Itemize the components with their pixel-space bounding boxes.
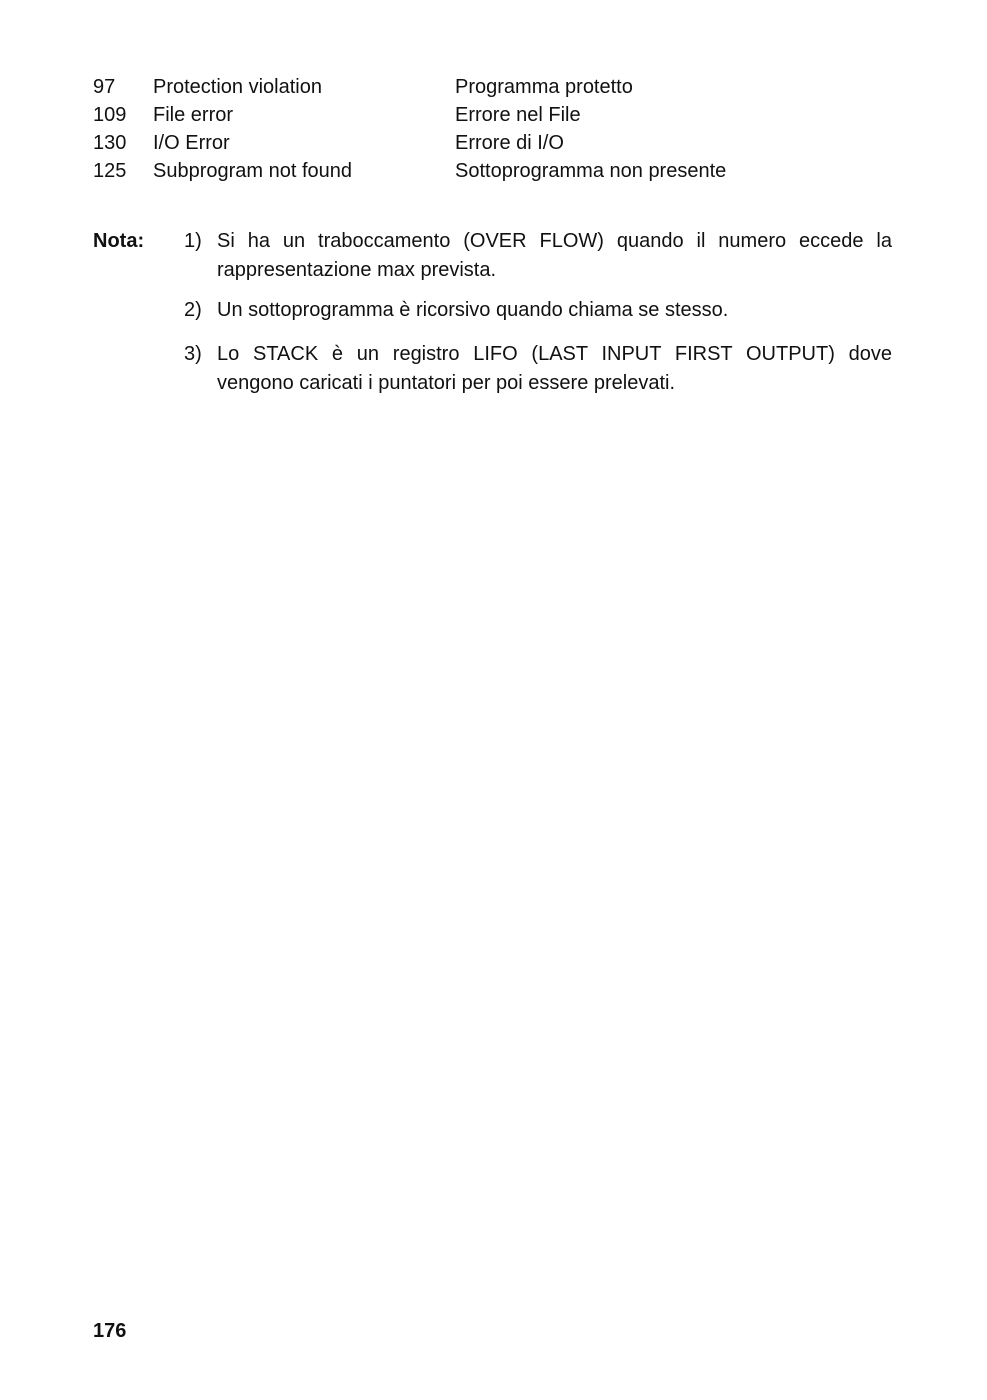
- note-text: Lo STACK è un registro LIFO (LAST INPUT FIRST OUTPUT) dove vengono caricati i puntatori per poi essere prelevati.: [217, 343, 892, 394]
- note-item: [184, 296, 892, 325]
- notes-label: Nota:: [93, 230, 145, 252]
- error-description-italian: Errore di I/O: [455, 132, 564, 154]
- note-number: 2): [184, 299, 202, 321]
- error-description-english: File error: [153, 104, 234, 126]
- note-number: 3): [184, 343, 202, 365]
- table-row: [93, 157, 913, 185]
- note-text: Un sottoprogramma è ricorsivo quando chiama se stesso.: [217, 299, 729, 321]
- table-row: [93, 129, 913, 157]
- error-description-italian: Programma protetto: [455, 76, 633, 98]
- error-code: 109: [93, 104, 127, 126]
- note-item: [184, 340, 892, 398]
- error-code-table: [93, 73, 913, 185]
- error-code: 130: [93, 132, 127, 154]
- table-row: [93, 101, 913, 129]
- error-description-english: Protection violation: [153, 76, 322, 98]
- note-item: [184, 227, 892, 285]
- note-text: Si ha un traboccamento (OVER FLOW) quando il numero eccede la rappresentazione max prevista.: [217, 230, 892, 281]
- error-description-italian: Errore nel File: [455, 104, 581, 126]
- table-row: [93, 73, 913, 101]
- error-description-english: Subprogram not found: [153, 160, 353, 182]
- error-description-italian: Sottoprogramma non presente: [455, 160, 727, 182]
- error-description-english: I/O Error: [153, 132, 230, 154]
- page-number: 176: [93, 1320, 127, 1342]
- error-code: 125: [93, 160, 127, 182]
- error-code: 97: [93, 76, 116, 98]
- note-number: 1): [184, 230, 202, 252]
